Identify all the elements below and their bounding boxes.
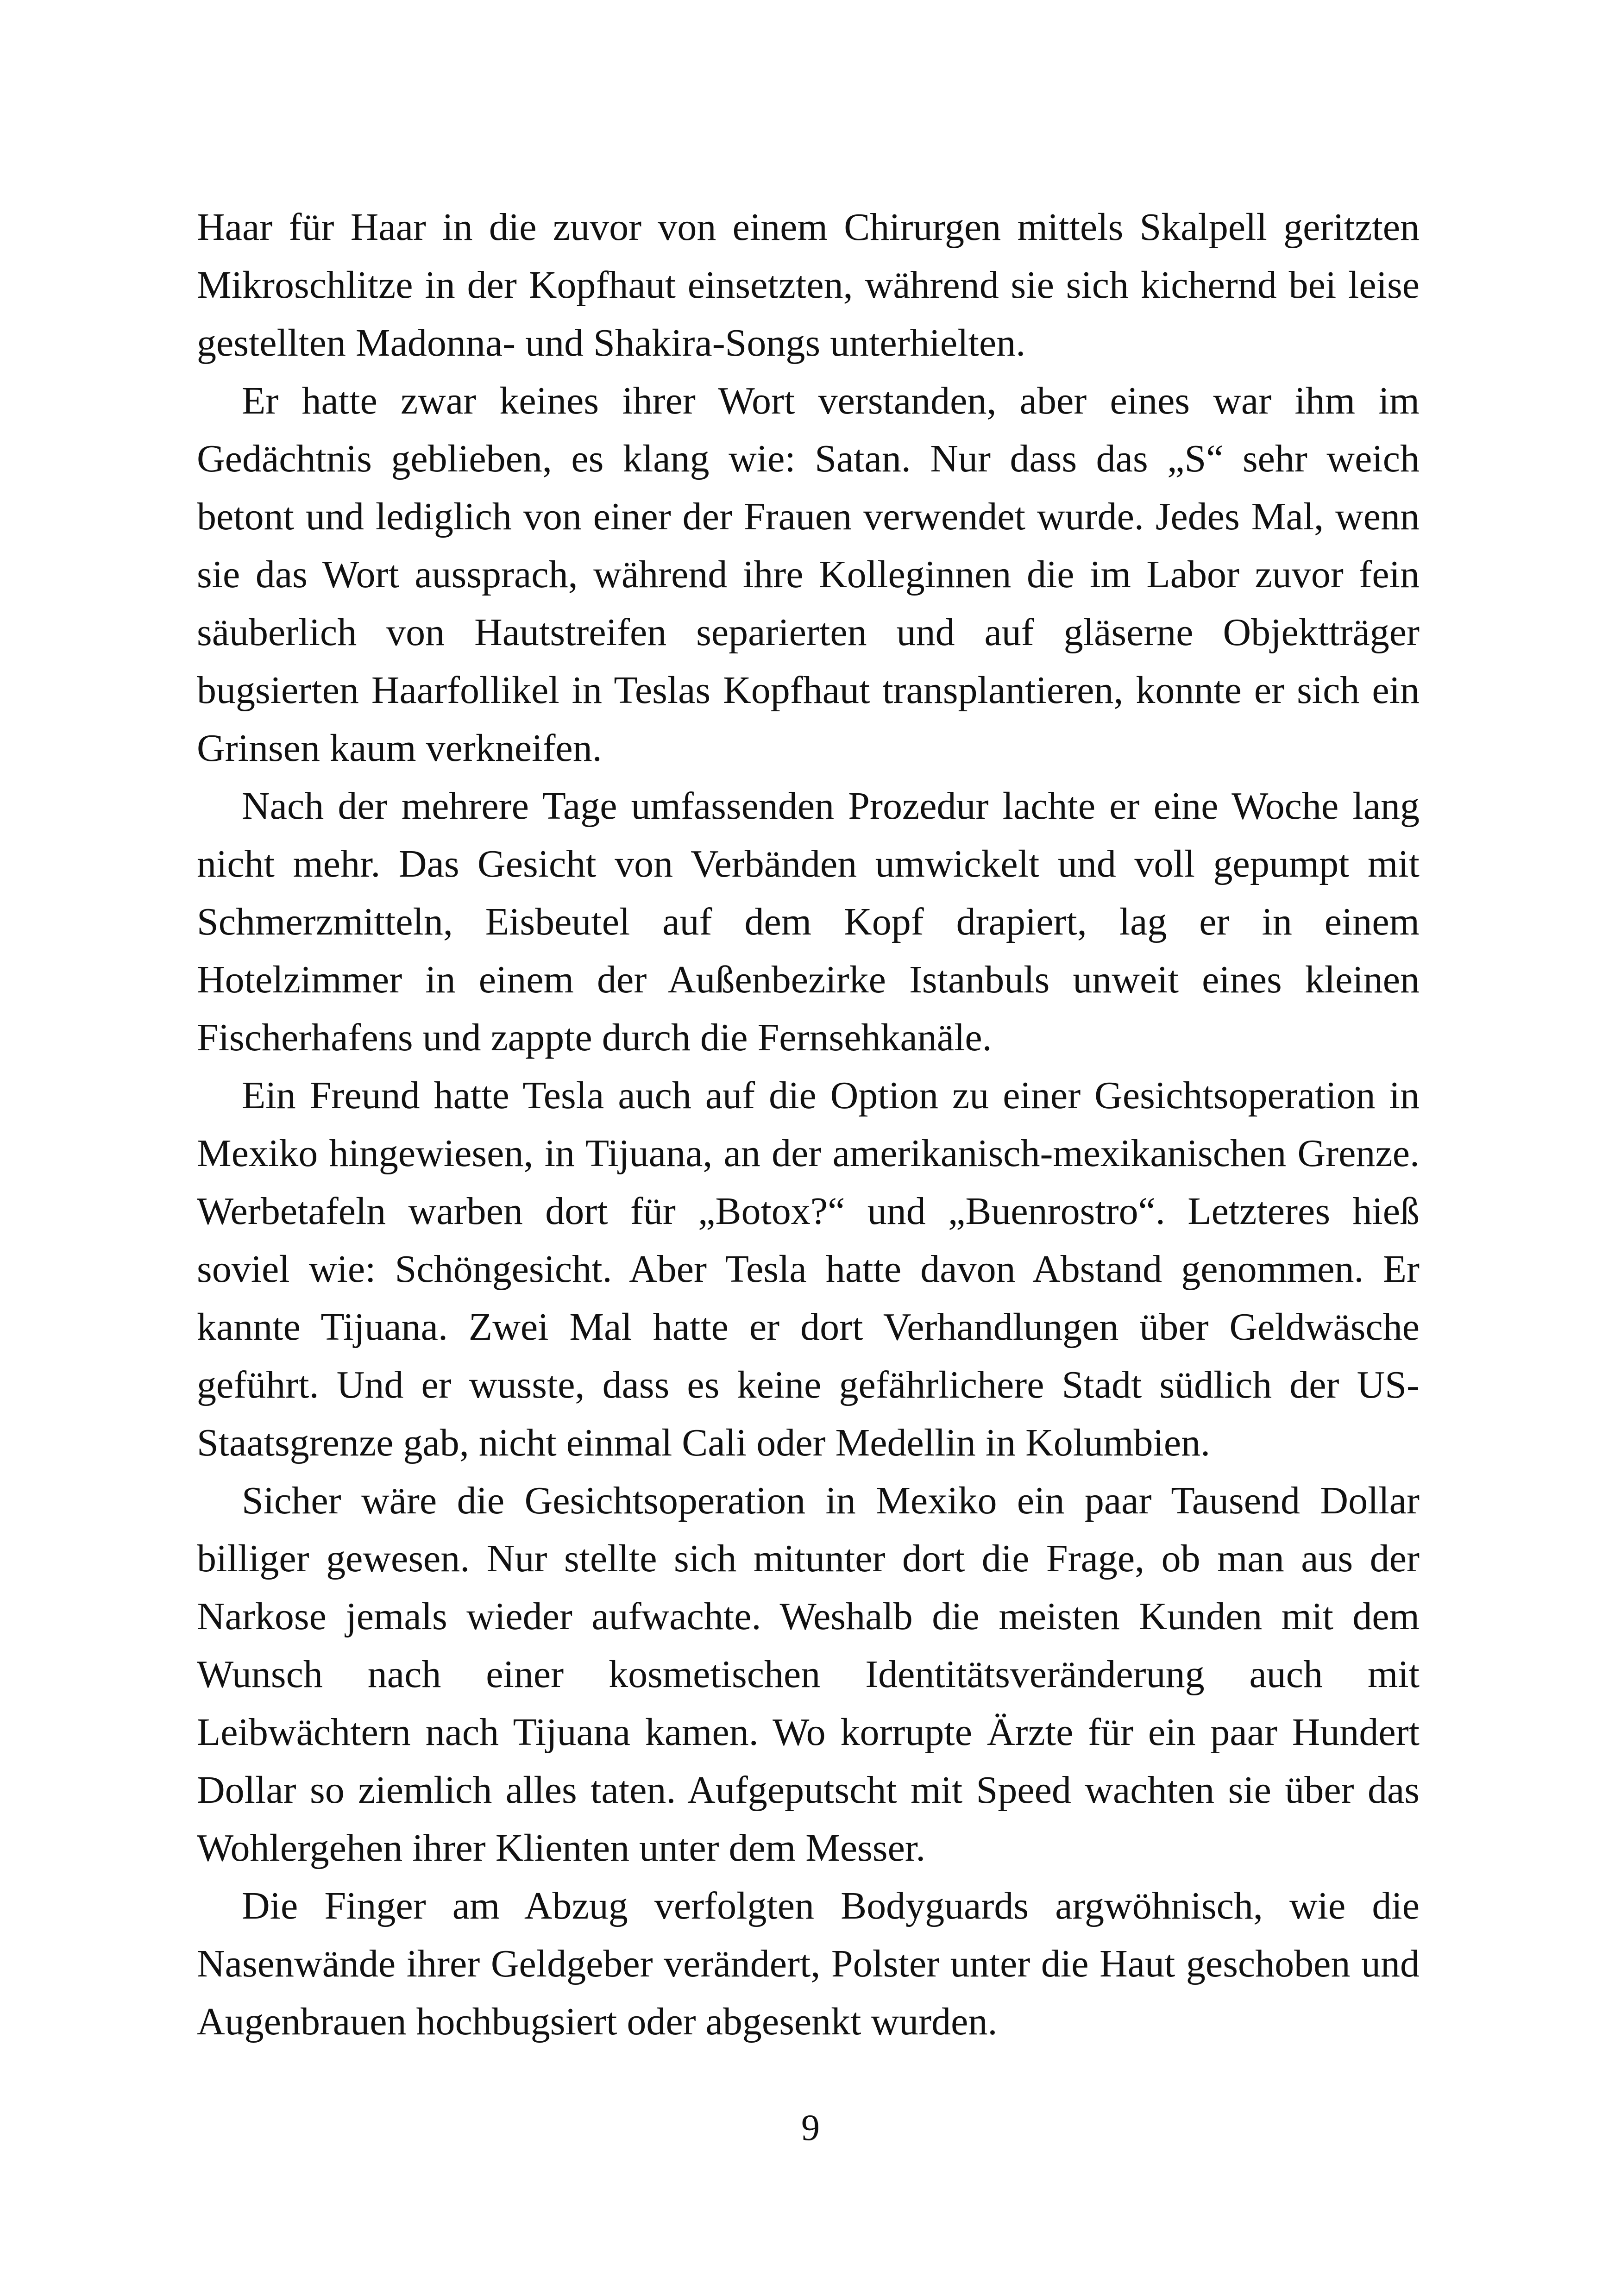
paragraph-6: Die Finger am Abzug verfolgten Bodyguards argwöhnisch, wie die Nasenwände ihrer Geldgeber verändert, Polster unter die Haut geschoben und Augenbrauen hochbugsiert oder abgesenkt wurden. [197, 1884, 1420, 2043]
paragraph-5: Sicher wäre die Gesichtsoperation in Mexiko ein paar Tausend Dollar billiger gewesen. Nur stellte sich mitunter dort die Frage, ob man aus der Narkose jemals wieder aufwachte. Weshalb die meisten Kunden mit dem Wunsch nach einer kosmetischen Identitätsveränderung auch mit Leibwächtern nach Tijuana kamen. Wo korrupte Ärzte für ein paar Hundert Dollar so ziemlich alles taten. Aufgeputscht mit Speed wachten sie über das Wohlergehen ihrer Klienten unter dem Messer. [197, 1479, 1420, 1869]
body-text [197, 198, 1420, 2051]
paragraph-2: Er hatte zwar keines ihrer Wort verstanden, aber eines war ihm im Gedächtnis geblieben, es klang wie: Satan. Nur dass das „S“ sehr weich betont und lediglich von einer der Frauen verwendet wurde. Jedes Mal, wenn sie das Wort aussprach, während ihre Kolleginnen die im Labor zuvor fein säuberlich von Hautstreifen separierten und auf gläserne Objektträger bugsierten Haarfollikel in Teslas Kopfhaut transplantieren, konnte er sich ein Grinsen kaum verkneifen. [197, 379, 1420, 770]
paragraph-1: Haar für Haar in die zuvor von einem Chirurgen mittels Skalpell geritzten Mikroschlitze in der Kopfhaut einsetzten, während sie sich kichernd bei leise gestellten Madonna- und Shakira-Songs unterhielten. [197, 206, 1420, 364]
page-number: 9 [801, 2108, 820, 2148]
paragraph-4: Ein Freund hatte Tesla auch auf die Option zu einer Gesichtsoperation in Mexiko hingewiesen, in Tijuana, an der amerikanisch-mexikanischen Grenze. Werbetafeln warben dort für „Botox?“ und „Buenrostro“. Letzteres hieß soviel wie: Schöngesicht. Aber Tesla hatte davon Abstand genommen. Er kannte Tijuana. Zwei Mal hatte er dort Verhandlungen über Geldwäsche geführt. Und er wusste, dass es keine gefährlichere Stadt südlich der US-Staatsgrenze gab, nicht einmal Cali oder Medellin in Kolumbien. [197, 1074, 1420, 1464]
paragraph-3: Nach der mehrere Tage umfassenden Prozedur lachte er eine Woche lang nicht mehr. Das Gesicht von Verbänden umwickelt und voll gepumpt mit Schmerzmitteln, Eisbeutel auf dem Kopf drapiert, lag er in einem Hotelzimmer in einem der Außenbezirke Istanbuls unweit eines kleinen Fischerhafens und zappte durch die Fernsehkanäle. [197, 784, 1420, 1059]
